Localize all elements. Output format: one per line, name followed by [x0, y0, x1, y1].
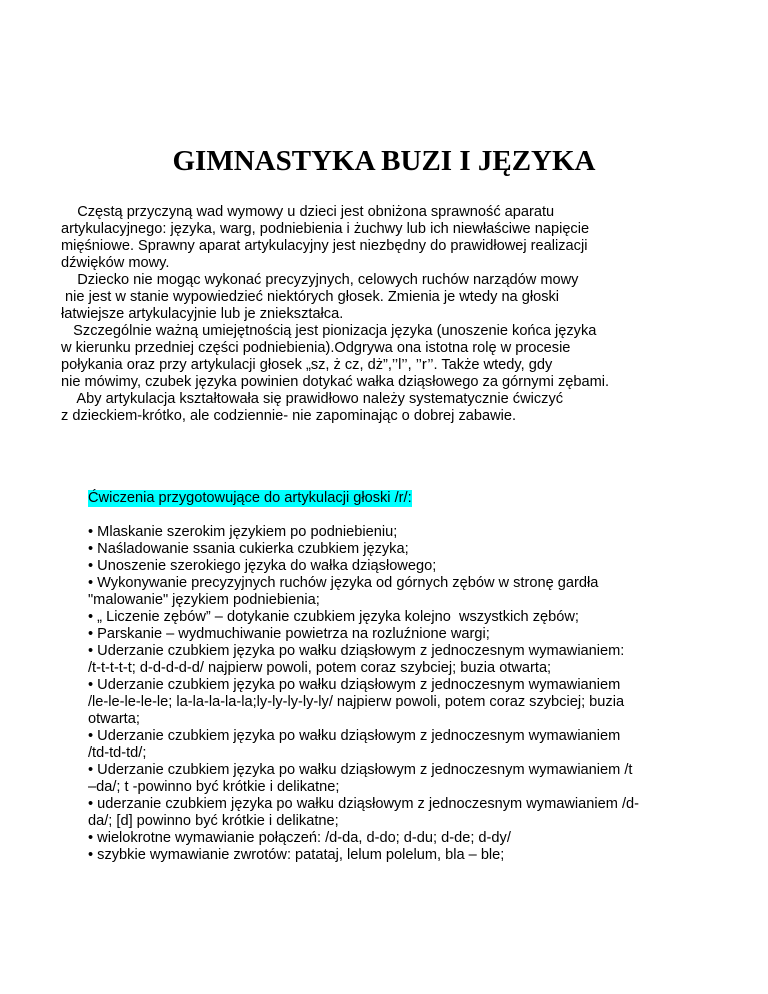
- document-title: GIMNASTYKA BUZI I JĘZYKA: [172, 145, 596, 177]
- intro-line: nie jest w stanie wypowiedzieć niektórych głosek. Zmienia je wtedy na głoski: [61, 289, 560, 305]
- intro-line: Dziecko nie mogąc wykonać precyzyjnych, celowych ruchów narządów mowy: [61, 272, 579, 288]
- list-item: • Unoszenie szerokiego języka do wałka dziąsłowego;: [88, 558, 437, 574]
- exercise-list: [88, 524, 728, 864]
- list-item: –da/; t -powinno być krótkie i delikatne;: [88, 779, 340, 795]
- list-item: • Uderzanie czubkiem języka po wałku dziąsłowym z jednoczesnym wymawianiem: [88, 677, 621, 693]
- list-item: • Naśladowanie ssania cukierka czubkiem języka;: [88, 541, 409, 557]
- intro-line: Aby artykulacja kształtowała się prawidłowo należy systematycznie ćwiczyć: [61, 391, 564, 407]
- list-item: • wielokrotne wymawianie połączeń: /d-da, d-do; d-du; d-de; d-dy/: [88, 830, 511, 846]
- list-item: • szybkie wymawianie zwrotów: patataj, lelum polelum, bla – ble;: [88, 847, 505, 863]
- intro-line: Częstą przyczyną wad wymowy u dzieci jest obniżona sprawność aparatu: [61, 204, 555, 220]
- list-item: /td-td-td/;: [88, 745, 147, 761]
- intro-line: artykulacyjnego: języka, warg, podniebienia i żuchwy lub ich niewłaściwe napięcie: [61, 221, 590, 237]
- exercises-heading: Ćwiczenia przygotowujące do artykulacji głoski /r/:: [88, 490, 412, 506]
- intro-line: dźwięków mowy.: [61, 255, 170, 271]
- intro-line: połykania oraz przy artykulacji głosek „sz, ż cz, dż”,’’l’’, ’’r’’. Także wtedy, gdy: [61, 357, 553, 373]
- list-item: "malowanie" językiem podniebienia;: [88, 592, 320, 608]
- list-item: /le-le-le-le-le; la-la-la-la-la;ly-ly-ly-ly-ly/ najpierw powoli, potem coraz szybciej; buzia: [88, 694, 625, 710]
- list-item: • Parskanie – wydmuchiwanie powietrza na rozluźnione wargi;: [88, 626, 490, 642]
- intro-line: Szczególnie ważną umiejętnością jest pionizacja języka (unoszenie końca języka: [61, 323, 597, 339]
- intro-line: z dzieckiem-krótko, ale codziennie- nie zapominając o dobrej zabawie.: [61, 408, 517, 424]
- list-item: • Mlaskanie szerokim językiem po podniebieniu;: [88, 524, 398, 540]
- list-item: • Uderzanie czubkiem języka po wałku dziąsłowym z jednoczesnym wymawianiem: [88, 728, 621, 744]
- intro-line: łatwiejsze artykulacyjnie lub je zniekształca.: [61, 306, 344, 322]
- list-item: otwarta;: [88, 711, 140, 727]
- list-item: da/; [d] powinno być krótkie i delikatne;: [88, 813, 339, 829]
- intro-line: mięśniowe. Sprawny aparat artykulacyjny jest niezbędny do prawidłowej realizacji: [61, 238, 588, 254]
- list-item: • Wykonywanie precyzyjnych ruchów języka od górnych zębów w stronę gardła: [88, 575, 599, 591]
- intro-paragraphs: [61, 204, 741, 425]
- intro-line: nie mówimy, czubek języka powinien dotykać wałka dziąsłowego za górnymi zębami.: [61, 374, 610, 390]
- list-item: /t-t-t-t-t; d-d-d-d-d/ najpierw powoli, potem coraz szybciej; buzia otwarta;: [88, 660, 552, 676]
- list-item: • „ Liczenie zębów” – dotykanie czubkiem języka kolejno wszystkich zębów;: [88, 609, 579, 625]
- intro-line: w kierunku przedniej części podniebienia).Odgrywa ona istotna rolę w procesie: [61, 340, 571, 356]
- list-item: • Uderzanie czubkiem języka po wałku dziąsłowym z jednoczesnym wymawianiem /t: [88, 762, 633, 778]
- list-item: • uderzanie czubkiem języka po wałku dziąsłowym z jednoczesnym wymawianiem /d-: [88, 796, 639, 812]
- list-item: • Uderzanie czubkiem języka po wałku dziąsłowym z jednoczesnym wymawianiem:: [88, 643, 625, 659]
